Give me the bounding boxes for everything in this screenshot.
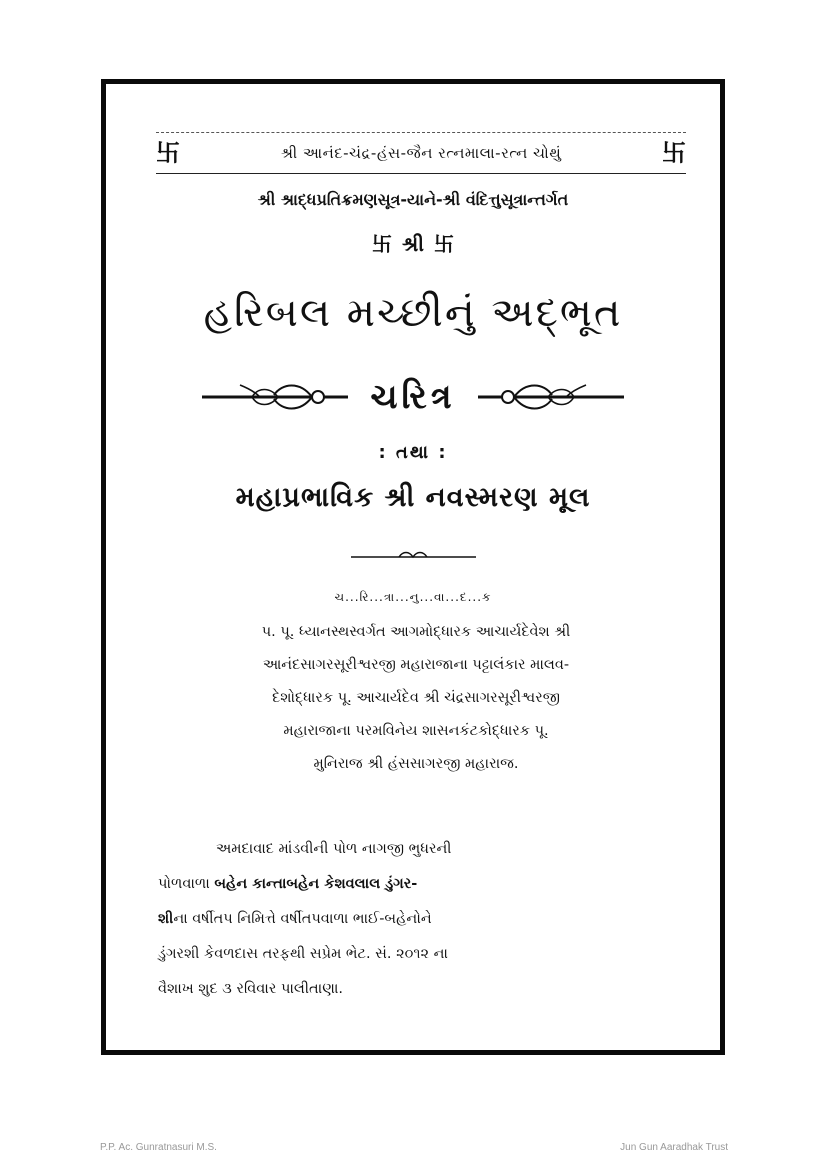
- main-title: હરિબલ મચ્છીનું અદ્ભૂત: [203, 290, 623, 336]
- tatha-text: : તથા :: [378, 442, 448, 463]
- swastika-icon: 卐: [434, 232, 455, 256]
- shri-text: શ્રી: [401, 232, 425, 256]
- translator-label: ચ...રિ...ત્રા...નુ...વા...દ...ક: [334, 590, 492, 604]
- credit-line: મહારાજાના પરમવિનેય શાસનકંટકોદ્ધારક પૂ.: [283, 723, 549, 739]
- credit-line: મુનિરાજ શ્રી હંસસાગરજી મહારાજ.: [313, 756, 519, 772]
- left-ornament-icon: [200, 377, 350, 417]
- footer-right: Jun Gun Aaradhak Trust: [620, 1142, 728, 1153]
- publication-line: વૈશાખ શુદ ૩ રવિવાર પાલીતાણા.: [158, 981, 343, 997]
- series-banner: [156, 132, 686, 174]
- credit-line: દેશોદ્ધારક પૂ. આચાર્યદેવ શ્રી ચંદ્રસાગરસૂરીશ્વરજી: [272, 690, 560, 706]
- series-text: શ્રી આનંદ-ચંદ્ર-હંસ-જૈન રત્નમાલા-રત્ન ચોથું: [280, 144, 562, 162]
- footer-left: P.P. Ac. Gunratnasuri M.S.: [100, 1142, 217, 1153]
- subtitle: શ્રી શ્રાદ્ધપ્રતિક્રમણસૂત્ર-યાને-શ્રી વંદિત્તુસૂત્રાન્તર્ગત: [257, 190, 569, 209]
- credit-line: આનંદસાગરસૂરીશ્વરજી મહારાજાના પટ્ટાલંકાર માલવ-: [262, 657, 570, 673]
- shri-line: [106, 232, 720, 256]
- donor-name: બહેન કાન્તાબહેન કેશવલાલ ડુંગર-: [214, 876, 418, 892]
- charitra-heading: ચરિત્ર: [370, 377, 456, 417]
- publication-text: ના વર્ષીતપ નિમિત્તે વર્ષીતપવાળા ભાઈ-બહેનોને: [173, 911, 432, 927]
- donor-name-end: શી: [158, 911, 174, 927]
- title-page: [106, 84, 720, 1050]
- credit-line: પ. પૂ. ધ્યાનસ્થસ્વર્ગત આગમોદ્ધારક આચાર્યદેવેશ શ્રી: [261, 624, 571, 640]
- right-ornament-icon: [476, 377, 626, 417]
- publication-line: ડુંગરશી કેવળદાસ તરફથી સપ્રેમ ભેટ. સં. ૨૦૧૨ ના: [158, 946, 448, 962]
- divider-ornament-icon: [351, 551, 476, 561]
- publication-text: પોળવાળા: [158, 876, 215, 892]
- swastika-icon: 卐: [156, 139, 180, 167]
- charitra-line: [106, 372, 720, 422]
- publication-line: અમદાવાદ માંડવીની પોળ નાગજી ભુધરની: [216, 841, 452, 857]
- swastika-icon: 卐: [371, 232, 392, 256]
- publication-line: [158, 911, 432, 927]
- publication-line: [158, 876, 417, 892]
- swastika-icon: 卐: [662, 139, 686, 167]
- title-page-frame: [101, 79, 725, 1055]
- navsmaran-heading: મહાપ્રભાવિક શ્રી નવસ્મરણ મૂલ: [235, 482, 591, 513]
